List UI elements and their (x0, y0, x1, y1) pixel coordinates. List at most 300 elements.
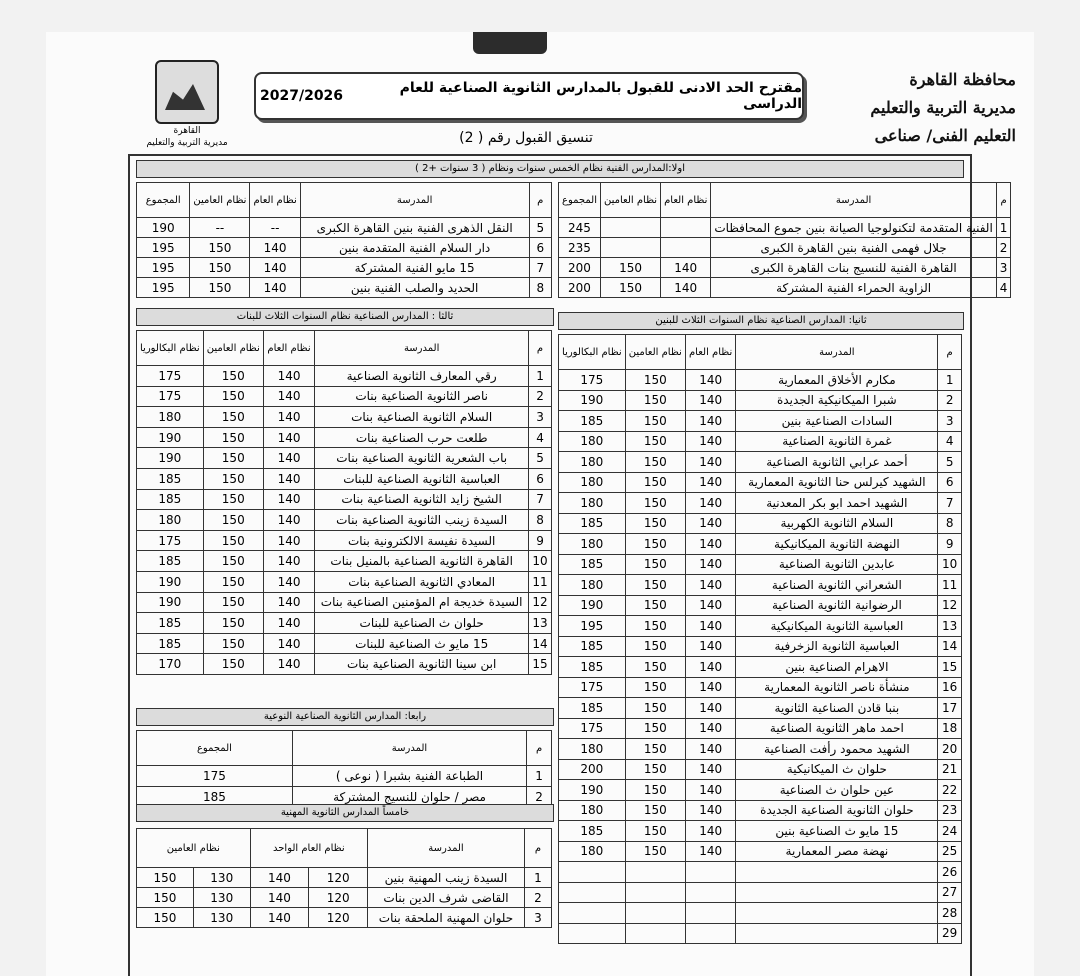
score-cell: 140 (263, 571, 314, 592)
column-header: نظام البكالوريا (559, 335, 626, 370)
score-cell (559, 903, 626, 924)
row-number: 1 (996, 218, 1011, 238)
score-cell: 185 (137, 468, 204, 489)
score-cell: 150 (137, 868, 194, 888)
row-number: 13 (938, 616, 962, 637)
row-number: 27 (938, 882, 962, 903)
table-row (137, 766, 552, 787)
score-cell: 150 (203, 633, 263, 654)
score-cell: 150 (203, 654, 263, 675)
row-number: 21 (938, 759, 962, 780)
school-name: النهضة الثانوية الميكانيكية (736, 534, 938, 555)
score-cell: 185 (559, 821, 626, 842)
column-header: المدرسة (736, 335, 938, 370)
table-row (559, 431, 962, 452)
score-cell (625, 862, 685, 883)
row-number: 7 (938, 493, 962, 514)
column-header: م (529, 331, 552, 366)
score-cell: 140 (685, 841, 736, 862)
school-name: ناصر الثانوية الصناعية بنات (315, 386, 529, 407)
column-header: نظام العامين (600, 183, 660, 218)
school-name: الشهيد احمد ابو بكر المعدنية (736, 493, 938, 514)
school-name: 15 مايو ث الصناعية بنين (736, 821, 938, 842)
score-cell: 150 (625, 513, 685, 534)
score-cell: 180 (559, 841, 626, 862)
row-number: 14 (529, 633, 552, 654)
column-header: م (529, 183, 551, 218)
school-name: الشهيد كيرلس حنا الثانوية المعمارية (736, 472, 938, 493)
score-cell: 150 (625, 800, 685, 821)
score-cell: 140 (685, 677, 736, 698)
score-cell: 190 (559, 780, 626, 801)
directorate: مديرية التربية والتعليم (870, 98, 1016, 117)
score-cell: 190 (559, 595, 626, 616)
score-cell: 180 (559, 431, 626, 452)
school-name: السيدة زينب المهنية بنين (368, 868, 525, 888)
score-cell: 150 (625, 718, 685, 739)
row-number: 6 (529, 468, 552, 489)
score-cell (685, 862, 736, 883)
header-row (559, 183, 1011, 218)
school-name: السيدة زينب الثانوية الصناعية بنات (315, 510, 529, 531)
scan-clip (473, 32, 547, 54)
score-cell: 150 (625, 759, 685, 780)
score-cell: 140 (685, 554, 736, 575)
score-cell: 150 (203, 448, 263, 469)
score-cell: 180 (137, 407, 204, 428)
row-number: 2 (938, 390, 962, 411)
score-cell: 185 (559, 657, 626, 678)
table-row (137, 468, 552, 489)
row-number: 14 (938, 636, 962, 657)
score-cell: 150 (625, 472, 685, 493)
score-cell: 140 (685, 616, 736, 637)
school-name: السلام الثانوية الكهربية (736, 513, 938, 534)
score-cell: 175 (559, 718, 626, 739)
score-cell: 175 (137, 366, 204, 387)
table-row (137, 448, 552, 469)
score-cell: 190 (137, 218, 190, 238)
score-cell: 150 (203, 530, 263, 551)
header-row (137, 731, 552, 766)
school-name: الشعراني الثانوية الصناعية (736, 575, 938, 596)
score-cell: 150 (625, 370, 685, 391)
score-cell (600, 218, 660, 238)
row-number: 3 (996, 258, 1011, 278)
score-cell: 185 (137, 613, 204, 634)
score-cell: 130 (193, 868, 250, 888)
score-cell: 175 (137, 386, 204, 407)
score-cell: 140 (685, 657, 736, 678)
school-name: مصر / حلوان للنسيج المشتركة (292, 787, 526, 808)
score-cell: 150 (203, 366, 263, 387)
school-name: العباسية الثانوية الميكانيكية (736, 616, 938, 637)
score-cell: 200 (559, 759, 626, 780)
section2-table (558, 334, 962, 944)
table-row (559, 493, 962, 514)
score-cell: 175 (137, 530, 204, 551)
school-name: طلعت حرب الصناعية بنات (315, 427, 529, 448)
school-name: باب الشعرية الثانوية الصناعية بنات (315, 448, 529, 469)
row-number: 2 (525, 888, 552, 908)
score-cell: 140 (685, 780, 736, 801)
department: التعليم الفنى/ صناعى (874, 126, 1016, 145)
score-cell: 150 (203, 551, 263, 572)
header-row (137, 331, 552, 366)
table-row (559, 862, 962, 883)
table-row (137, 510, 552, 531)
school-name: السيدة خديجة ام المؤمنين الصناعية بنات (315, 592, 529, 613)
row-number: 18 (938, 718, 962, 739)
table-row (137, 613, 552, 634)
school-name: حلوان ث الميكانيكية (736, 759, 938, 780)
row-number: 5 (529, 218, 551, 238)
column-header: م (938, 335, 962, 370)
column-header: نظام العام (250, 183, 300, 218)
table-row (559, 882, 962, 903)
score-cell: 150 (190, 258, 250, 278)
table-row (559, 575, 962, 596)
school-name: الاهرام الصناعية بنين (736, 657, 938, 678)
score-cell: 195 (137, 278, 190, 298)
score-cell: 150 (625, 677, 685, 698)
score-cell: 140 (685, 431, 736, 452)
score-cell: 150 (625, 390, 685, 411)
score-cell: 140 (263, 592, 314, 613)
score-cell: 185 (137, 787, 293, 808)
school-name (736, 862, 938, 883)
row-number: 17 (938, 698, 962, 719)
row-number: 10 (938, 554, 962, 575)
school-name: الزاوية الحمراء الفنية المشتركة (711, 278, 996, 298)
score-cell (685, 923, 736, 944)
row-number: 4 (529, 427, 552, 448)
score-cell: 180 (559, 800, 626, 821)
score-cell: 180 (559, 575, 626, 596)
row-number: 23 (938, 800, 962, 821)
table-row (559, 513, 962, 534)
school-name (736, 923, 938, 944)
row-number: 6 (529, 238, 551, 258)
section5-bar: خامساً المدارس الثانوية المهنية (136, 804, 554, 822)
score-cell: 150 (203, 510, 263, 531)
title-year: 2027/2026 (260, 88, 344, 104)
score-cell: 180 (559, 739, 626, 760)
section2-bar: ثانيا: المدارس الصناعية نظام السنوات الثلاث للبنين (558, 312, 964, 330)
row-number: 1 (529, 366, 552, 387)
table-row (559, 472, 962, 493)
table-row (137, 530, 552, 551)
table-row (137, 258, 552, 278)
score-cell: 140 (263, 489, 314, 510)
school-name: السلام الثانوية الصناعية بنات (315, 407, 529, 428)
score-cell: 130 (193, 888, 250, 908)
school-name (736, 882, 938, 903)
row-number: 22 (938, 780, 962, 801)
column-header: المدرسة (368, 829, 525, 868)
score-cell: 140 (263, 386, 314, 407)
school-name: منشأة ناصر الثانوية المعمارية (736, 677, 938, 698)
score-cell: 185 (559, 411, 626, 432)
table-row (559, 278, 1011, 298)
score-cell: 150 (203, 571, 263, 592)
section1-bar: اولا:المدارس الفنية نظام الخمس سنوات ونظام ( 3 سنوات +2 ) (136, 160, 964, 178)
column-header: م (996, 183, 1011, 218)
row-number: 8 (529, 510, 552, 531)
table-row (559, 780, 962, 801)
table-row (559, 616, 962, 637)
score-cell: 150 (137, 888, 194, 908)
score-cell: 140 (685, 370, 736, 391)
school-name: احمد ماهر الثانوية الصناعية (736, 718, 938, 739)
score-cell: 195 (137, 258, 190, 278)
school-name: عين حلوان ث الصناعية (736, 780, 938, 801)
score-cell: 150 (625, 595, 685, 616)
score-cell: 235 (559, 238, 601, 258)
row-number: 2 (529, 386, 552, 407)
column-header: نظام العام (661, 183, 711, 218)
score-cell: 180 (559, 493, 626, 514)
score-cell (559, 862, 626, 883)
school-name: عابدين الثانوية الصناعية (736, 554, 938, 575)
table-row (137, 386, 552, 407)
school-name: النقل الذهرى الفنية بنين القاهرة الكبرى (300, 218, 529, 238)
table-row (137, 238, 552, 258)
score-cell: 200 (559, 258, 601, 278)
row-number: 9 (938, 534, 962, 555)
column-header: نظام العامين (137, 829, 251, 868)
table-row (559, 258, 1011, 278)
score-cell: 190 (137, 448, 204, 469)
row-number: 26 (938, 862, 962, 883)
score-cell: 150 (625, 452, 685, 473)
score-cell: 150 (203, 386, 263, 407)
score-cell: 150 (600, 258, 660, 278)
table-row (137, 407, 552, 428)
score-cell: 140 (250, 278, 300, 298)
row-number: 7 (529, 489, 552, 510)
score-cell: 150 (203, 613, 263, 634)
score-cell (625, 903, 685, 924)
score-cell: 140 (250, 258, 300, 278)
school-name: 15 مايو الفنية المشتركة (300, 258, 529, 278)
score-cell: 150 (137, 908, 194, 928)
score-cell: 140 (661, 258, 711, 278)
score-cell: 180 (559, 534, 626, 555)
score-cell: 150 (203, 468, 263, 489)
score-cell: 200 (559, 278, 601, 298)
school-name: حلوان الثانوية الصناعية الجديدة (736, 800, 938, 821)
score-cell: 150 (190, 278, 250, 298)
section1-left-table (136, 182, 552, 298)
school-name: جلال فهمى الفنية بنين القاهرة الكبرى (711, 238, 996, 258)
score-cell: 120 (309, 908, 368, 928)
column-header: المدرسة (711, 183, 996, 218)
column-header: المدرسة (315, 331, 529, 366)
table-row (559, 718, 962, 739)
score-cell: 140 (661, 278, 711, 298)
school-name: 15 مايو ث الصناعية للبنات (315, 633, 529, 654)
score-cell: 140 (685, 513, 736, 534)
table-row (137, 908, 552, 928)
score-cell: 140 (685, 390, 736, 411)
score-cell: 185 (559, 554, 626, 575)
score-cell: 140 (685, 759, 736, 780)
score-cell: 185 (137, 489, 204, 510)
row-number: 12 (938, 595, 962, 616)
score-cell: 150 (625, 575, 685, 596)
score-cell: 175 (559, 370, 626, 391)
score-cell: 140 (685, 698, 736, 719)
school-name: الشهيد محمود رأفت الصناعية (736, 739, 938, 760)
column-header: نظام العامين (203, 331, 263, 366)
score-cell: 150 (625, 821, 685, 842)
document-sheet (46, 32, 1034, 976)
score-cell: 195 (559, 616, 626, 637)
row-number: 7 (529, 258, 551, 278)
table-row (559, 739, 962, 760)
score-cell: 190 (137, 592, 204, 613)
section3-table (136, 330, 552, 675)
row-number: 29 (938, 923, 962, 944)
score-cell: 150 (625, 780, 685, 801)
row-number: 16 (938, 677, 962, 698)
score-cell: 140 (685, 575, 736, 596)
column-header: نظام العام (263, 331, 314, 366)
score-cell: 190 (559, 390, 626, 411)
row-number: 4 (996, 278, 1011, 298)
column-header: نظام العام (685, 335, 736, 370)
school-name: الطباعة الفنية بشبرا ( نوعى ) (292, 766, 526, 787)
table-row (559, 821, 962, 842)
table-row (559, 903, 962, 924)
score-cell: 150 (203, 427, 263, 448)
score-cell: 140 (263, 407, 314, 428)
score-cell: 150 (625, 698, 685, 719)
score-cell: 150 (625, 739, 685, 760)
school-name: العباسية الثانوية الصناعية للبنات (315, 468, 529, 489)
table-row (559, 923, 962, 944)
score-cell (559, 882, 626, 903)
school-name: غمرة الثانوية الصناعية (736, 431, 938, 452)
school-name: دار السلام الفنية المتقدمة بنين (300, 238, 529, 258)
column-header: المجموع (559, 183, 601, 218)
table-row (559, 800, 962, 821)
table-row (137, 633, 552, 654)
row-number: 2 (996, 238, 1011, 258)
score-cell: 140 (685, 534, 736, 555)
row-number: 8 (938, 513, 962, 534)
score-cell (661, 238, 711, 258)
score-cell: 140 (263, 613, 314, 634)
row-number: 5 (529, 448, 552, 469)
column-header: نظام العامين (190, 183, 250, 218)
score-cell: 130 (193, 908, 250, 928)
row-number: 8 (529, 278, 551, 298)
score-cell: 140 (263, 448, 314, 469)
score-cell: 185 (559, 636, 626, 657)
column-header: المجموع (137, 183, 190, 218)
table-row (137, 218, 552, 238)
table-row (559, 370, 962, 391)
row-number: 1 (527, 766, 552, 787)
score-cell: 120 (309, 868, 368, 888)
score-cell: 150 (203, 592, 263, 613)
score-cell (685, 903, 736, 924)
score-cell: 140 (250, 238, 300, 258)
score-cell: 140 (250, 888, 309, 908)
score-cell: 150 (625, 636, 685, 657)
score-cell: 150 (203, 407, 263, 428)
row-number: 15 (938, 657, 962, 678)
table-row (559, 238, 1011, 258)
table-row (559, 452, 962, 473)
score-cell: 140 (685, 800, 736, 821)
score-cell: 170 (137, 654, 204, 675)
score-cell: 140 (263, 510, 314, 531)
score-cell: 140 (685, 739, 736, 760)
score-cell: 140 (263, 654, 314, 675)
column-header: المدرسة (292, 731, 526, 766)
school-name: الفنية المتقدمة لتكنولوجيا الصيانة بنين جموع المحافظات (711, 218, 996, 238)
logo-icon (155, 60, 219, 124)
header-row (137, 183, 552, 218)
row-number: 3 (529, 407, 552, 428)
row-number: 5 (938, 452, 962, 473)
row-number: 25 (938, 841, 962, 862)
table-row (137, 868, 552, 888)
table-row (137, 551, 552, 572)
table-row (559, 657, 962, 678)
table-row (559, 677, 962, 698)
table-row (559, 841, 962, 862)
score-cell: 150 (625, 534, 685, 555)
column-header: م (525, 829, 552, 868)
row-number: 9 (529, 530, 552, 551)
school-name: مكارم الأخلاق المعمارية (736, 370, 938, 391)
score-cell: 185 (559, 698, 626, 719)
score-cell: 140 (250, 908, 309, 928)
column-header: نظام العام الواحد (250, 829, 367, 868)
school-name: القاضى شرف الدين بنات (368, 888, 525, 908)
school-name (736, 903, 938, 924)
table-row (137, 278, 552, 298)
row-number: 10 (529, 551, 552, 572)
header-row (137, 829, 552, 868)
score-cell: 150 (625, 841, 685, 862)
score-cell: 175 (137, 766, 293, 787)
section4-table (136, 730, 552, 808)
score-cell: -- (250, 218, 300, 238)
school-name: حلوان المهنية الملحقة بنات (368, 908, 525, 928)
school-name: رقي المعارف الثانوية الصناعية (315, 366, 529, 387)
score-cell: 140 (263, 551, 314, 572)
score-cell: 175 (559, 677, 626, 698)
column-header: نظام العامين (625, 335, 685, 370)
governorate: محافظة القاهرة (909, 70, 1016, 89)
score-cell: 150 (625, 411, 685, 432)
school-name: السادات الصناعية بنين (736, 411, 938, 432)
table-row (137, 427, 552, 448)
score-cell: 180 (137, 510, 204, 531)
score-cell: 140 (685, 493, 736, 514)
row-number: 1 (938, 370, 962, 391)
score-cell: 150 (625, 657, 685, 678)
table-row (137, 888, 552, 908)
score-cell (685, 882, 736, 903)
row-number: 2 (527, 787, 552, 808)
score-cell: 140 (263, 468, 314, 489)
